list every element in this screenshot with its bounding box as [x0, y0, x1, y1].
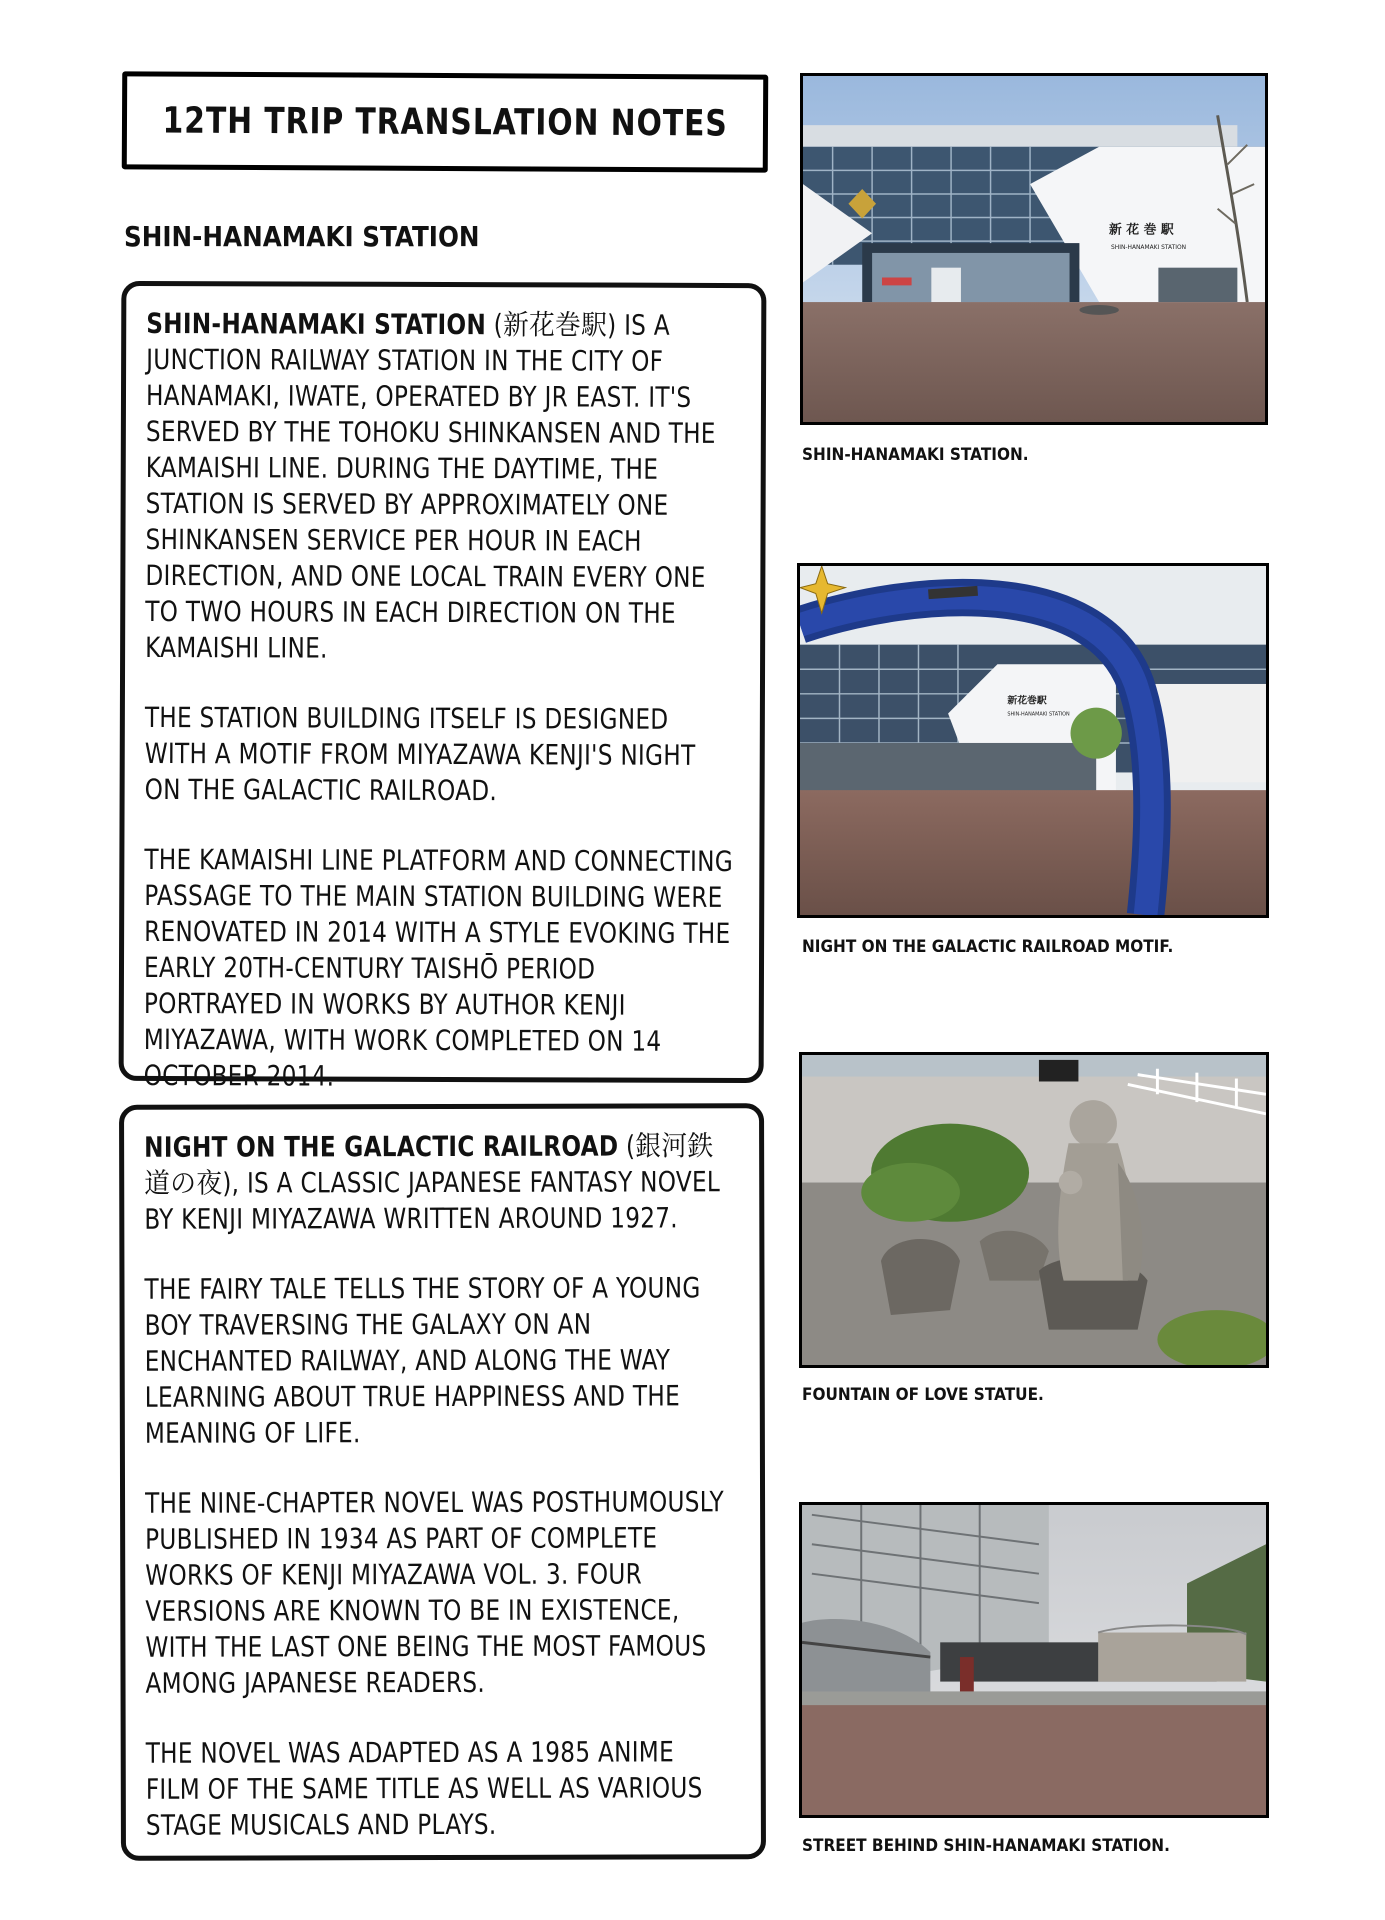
note-term: NIGHT ON THE GALACTIC RAILROAD: [144, 1129, 619, 1164]
note-term: SHIN-HANAMAKI STATION: [146, 306, 487, 342]
page-title: 12TH TRIP TRANSLATION NOTES: [162, 100, 728, 144]
note-text: IS A CLASSIC JAPANESE FANTASY NOVEL BY KENJI MIYAZAWA WRITTEN AROUND 1927.: [144, 1165, 721, 1236]
sign-japanese: 新花巻駅: [1007, 695, 1047, 707]
note-paragraph: [145, 306, 735, 668]
note-paragraph: [144, 1128, 733, 1238]
photo-fountain-statue: [799, 1052, 1269, 1368]
sign-japanese: 新 花 巻 駅: [1109, 222, 1174, 238]
photo-station-facade: [800, 73, 1268, 425]
photo-caption: NIGHT ON THE GALACTIC RAILROAD MOTIF.: [802, 937, 1174, 957]
note-text: IS A JUNCTION RAILWAY STATION IN THE CITY OF HANAMAKI, IWATE, OPERATED BY JR EAST. IT'S SERVED BY THE TOHOKU SHINKANSEN AND THE KAMAISHI LINE. DURING THE DAYTIME, THE STATION IS SERVED BY APPROXIMATELY ONE SHINKANSEN SERVICE PER HOUR IN EACH DIRECTION, AND ONE LOCAL TRAIN EVERY ONE TO TWO HOURS IN EACH DIRECTION ON THE KAMAISHI LINE.: [145, 308, 716, 665]
sign-english: SHIN-HANAMAKI STATION: [1111, 245, 1187, 251]
photo-street-behind-station: [799, 1502, 1269, 1818]
note-paragraph: THE STATION BUILDING ITSELF IS DESIGNED WITH A MOTIF FROM MIYAZAWA KENJI'S NIGHT ON THE GALACTIC RAILROAD.: [144, 700, 696, 808]
note-paragraph: THE NOVEL WAS ADAPTED AS A 1985 ANIME FILM OF THE SAME TITLE AS WELL AS VARIOUS STAGE MUSICALS AND PLAYS.: [145, 1735, 703, 1842]
note-term-japanese: (新花巻駅): [485, 308, 625, 342]
note-paragraph: THE FAIRY TALE TELLS THE STORY OF A YOUNG BOY TRAVERSING THE GALAXY ON AN ENCHANTED RAILWAY, AND ALONG THE WAY LEARNING ABOUT TRUE HAPPINESS AND THE MEANING OF LIFE.: [144, 1271, 701, 1450]
section-heading: SHIN-HANAMAKI STATION: [124, 220, 480, 253]
note-term-japanese: (銀河鉄道の夜),: [144, 1129, 714, 1200]
sign-english: SHIN-HANAMAKI STATION: [1007, 711, 1070, 718]
photo-galactic-arch: [797, 563, 1269, 918]
photo-caption: FOUNTAIN OF LOVE STATUE.: [802, 1385, 1044, 1405]
note-box-shin-hanamaki: [119, 281, 767, 1093]
photo-caption: STREET BEHIND SHIN-HANAMAKI STATION.: [802, 1836, 1170, 1856]
photo-caption: SHIN-HANAMAKI STATION.: [802, 445, 1029, 465]
note-paragraph: THE NINE-CHAPTER NOVEL WAS POSTHUMOUSLY PUBLISHED IN 1934 AS PART OF COMPLETE WORKS OF KENJI MIYAZAWA VOL. 3. FOUR VERSIONS ARE KNOWN TO BE IN EXISTENCE, WITH THE LAST ONE BEING THE MOST FAMOUS AMONG JAPANESE READERS.: [145, 1485, 724, 1700]
note-paragraph: THE KAMAISHI LINE PLATFORM AND CONNECTING PASSAGE TO THE MAIN STATION BUILDING WERE RENOVATED IN 2014 WITH A STYLE EVOKING THE EARLY 20TH-CENTURY TAISHŌ PERIOD PORTRAYED IN WORKS BY AUTHOR KENJI MIYAZAWA, WITH WORK COMPLETED ON 14 OCTOBER 2014.: [143, 842, 734, 1093]
title-box: [122, 71, 769, 172]
note-box-galactic-railroad: [119, 1103, 766, 1861]
